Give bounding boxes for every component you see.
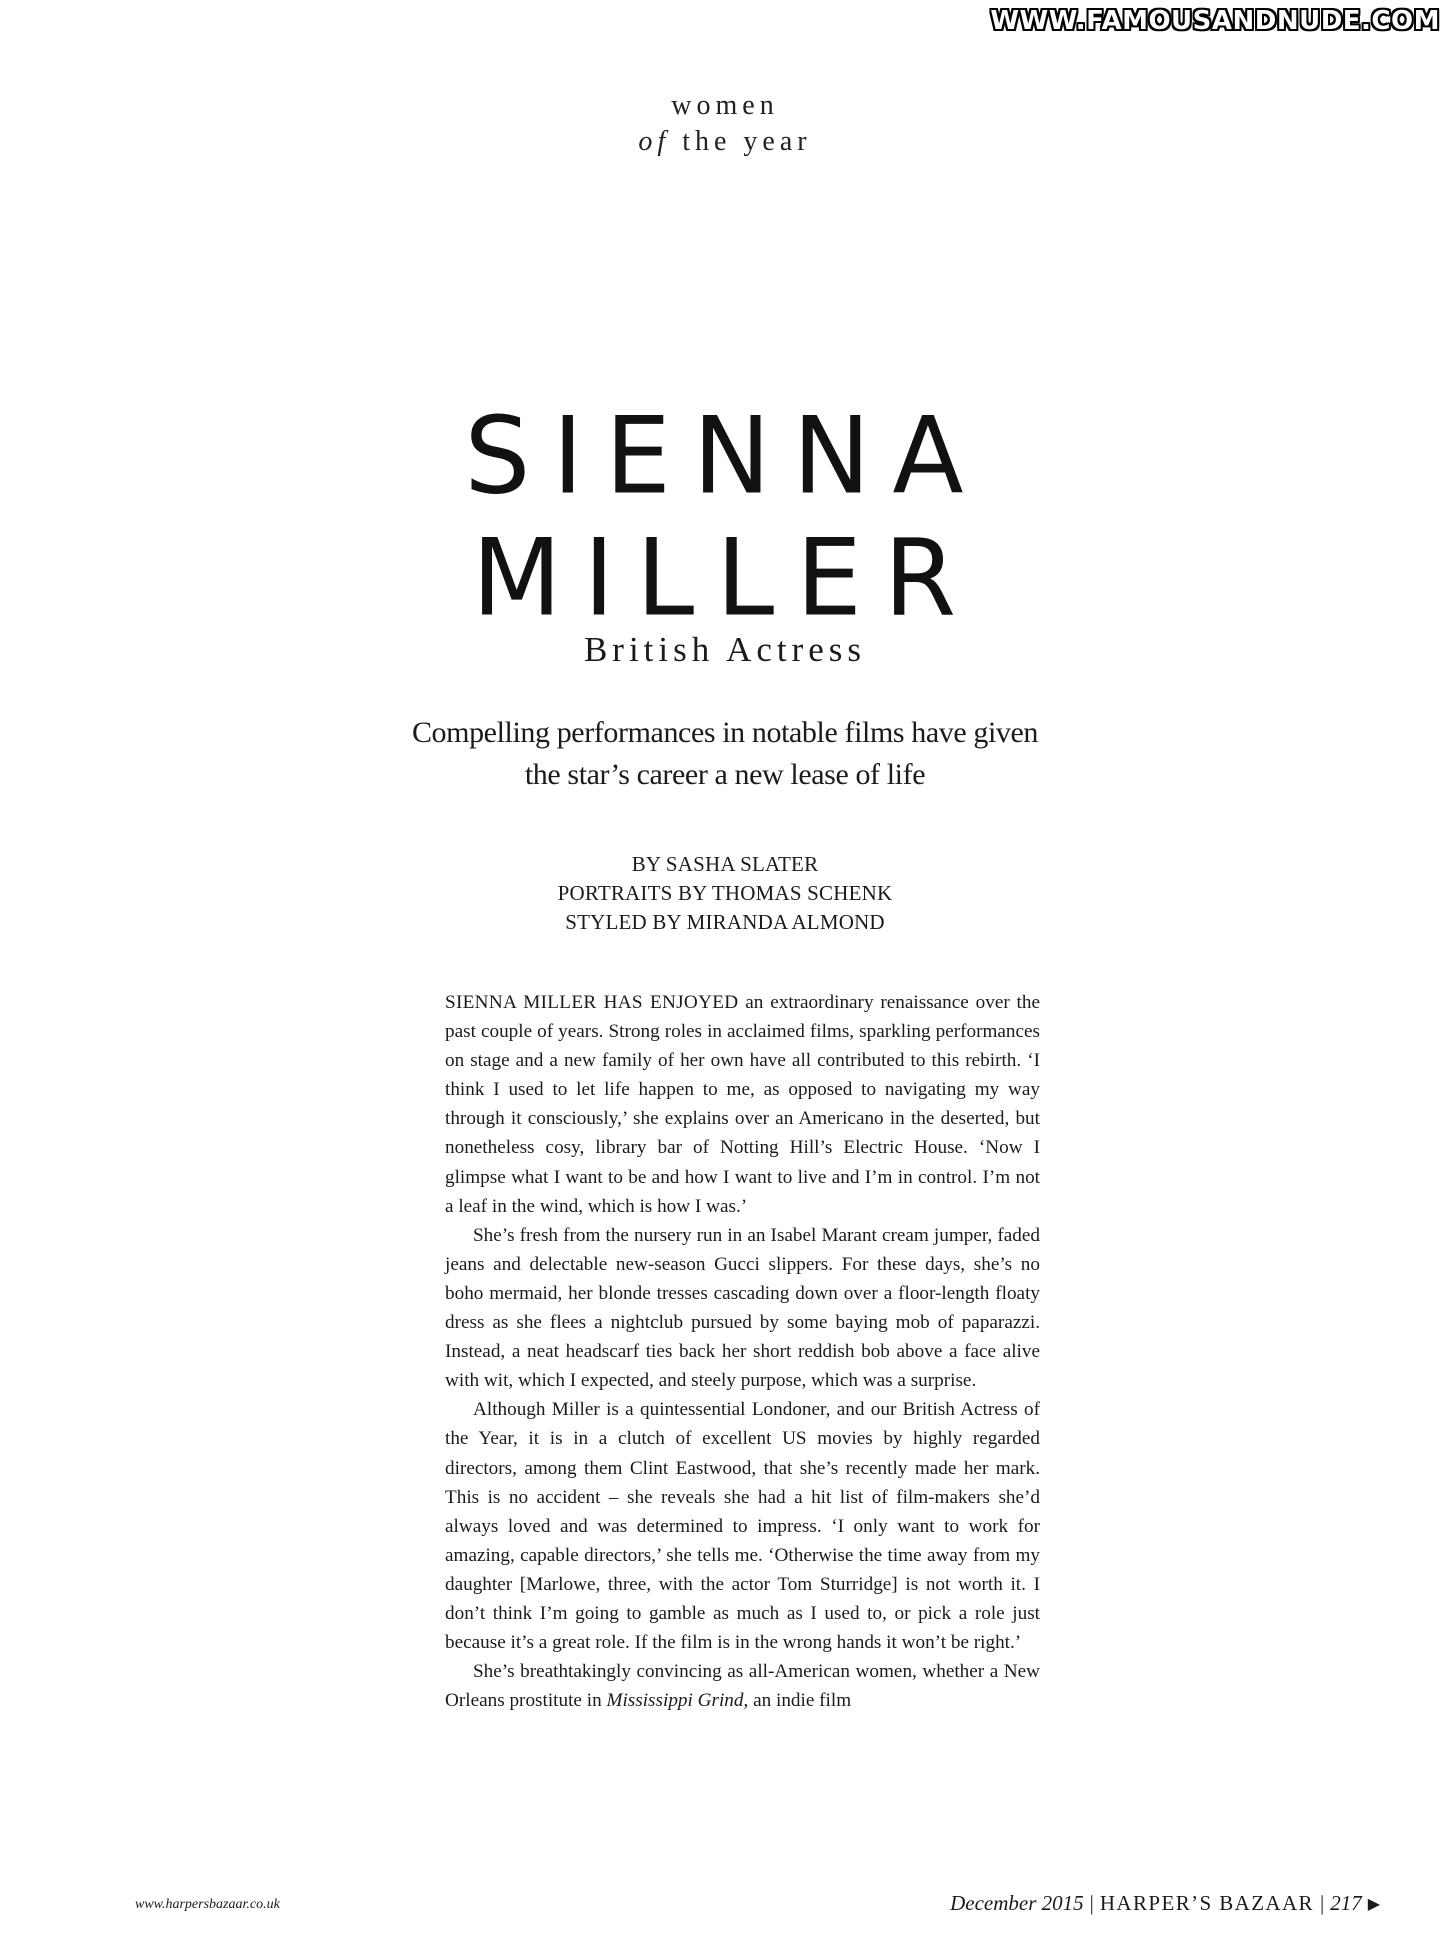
folio [950, 1891, 1380, 1916]
article-paragraph-3: Although Miller is a quintessential Londoner, and our British Actress of the Year, it is in a clutch of excellent US movies by highly regarded directors, among them Clint Eastwood, that she’s recently made her mark. This is no accident – she reveals she had a hit list of film-makers she’d always loved and was determined to impress. ‘I only want to work for amazing, capable directors,’ she tells me. ‘Otherwise the time away from my daughter [Marlowe, three, with the actor Tom Sturridge] is not worth it. I don’t think I’m going to gamble as much as I used to, or pick a role just because it’s a great role. If the film is in the wrong hands it won’t be right.’ [445, 1399, 1040, 1654]
article-body [445, 988, 1040, 1715]
section-kicker [0, 88, 1450, 160]
kicker-line-1: women [671, 90, 779, 121]
article-paragraph-4 [445, 1657, 1040, 1715]
article-paragraph-1-text: an extraordinary renaissance over the past couple of years. Strong roles in acclaimed films, sparkling performances on stage and a new family of her own have all contributed to this rebirth. ‘I think I used to let life happen to me, as opposed to navigating my way through it consciously,’ she explains over an Americano in the deserted, but nonetheless cosy, library bar of Notting Hill’s Electric House. ‘Now I glimpse what I want to be and how I want to live and I’m in control. I’m not a leaf in the wind, which is how I was.’ [445, 992, 1040, 1217]
folio-separator: | [1089, 1891, 1094, 1915]
credits [0, 850, 1450, 937]
styling-credit: STYLED BY MIRANDA ALMOND [565, 910, 885, 934]
film-title: Mississippi Grind [606, 1690, 744, 1712]
article-paragraph-4-continued: , an indie film [743, 1690, 852, 1712]
kicker-line-2 [0, 124, 1450, 160]
article-paragraph-2: She’s fresh from the nursery run in an Isabel Marant cream jumper, faded jeans and delectable new-season Gucci slippers. For these days, she’s no boho mermaid, her blonde tresses cascading down over a floor-length floaty dress as she flees a nightclub pursued by some baying mob of paparazzi. Instead, a neat headscarf ties back her short reddish bob above a face alive with wit, which I expected, and steely purpose, which was a surprise. [445, 1224, 1040, 1392]
article-paragraph-1 [445, 988, 1040, 1221]
article-paragraph-4-text: She’s breathtakingly convincing as all-American women, whether a New Orleans prostitute in [445, 1661, 1040, 1712]
headline-line-2: MILLER [471, 515, 979, 641]
headline [0, 395, 1450, 639]
headline-line-1: SIENNA [464, 393, 986, 519]
footer-url: www.harpersbazaar.co.uk [135, 1897, 280, 1912]
role-title: British Actress [583, 630, 867, 669]
standfirst-line-2: the star’s career a new lease of life [524, 758, 926, 791]
page-number: 217 [1330, 1891, 1362, 1915]
standfirst [0, 712, 1450, 796]
standfirst-line-1: Compelling performances in notable films have given [411, 716, 1039, 749]
next-page-arrow-icon: ▶ [1367, 1896, 1380, 1913]
issue-date: December 2015 [950, 1891, 1084, 1915]
magazine-name: HARPER’S BAZAAR [1099, 1891, 1314, 1915]
watermark: WWW.FAMOUSANDNUDE.COM [990, 6, 1440, 36]
kicker-of: of [638, 126, 671, 157]
kicker-the-year: the year [682, 126, 812, 157]
byline: BY SASHA SLATER [631, 852, 819, 876]
article-lead-in: SIENNA MILLER HAS ENJOYED [445, 992, 739, 1013]
portraits-credit: PORTRAITS BY THOMAS SCHENK [557, 881, 893, 905]
folio-separator: | [1319, 1891, 1325, 1915]
